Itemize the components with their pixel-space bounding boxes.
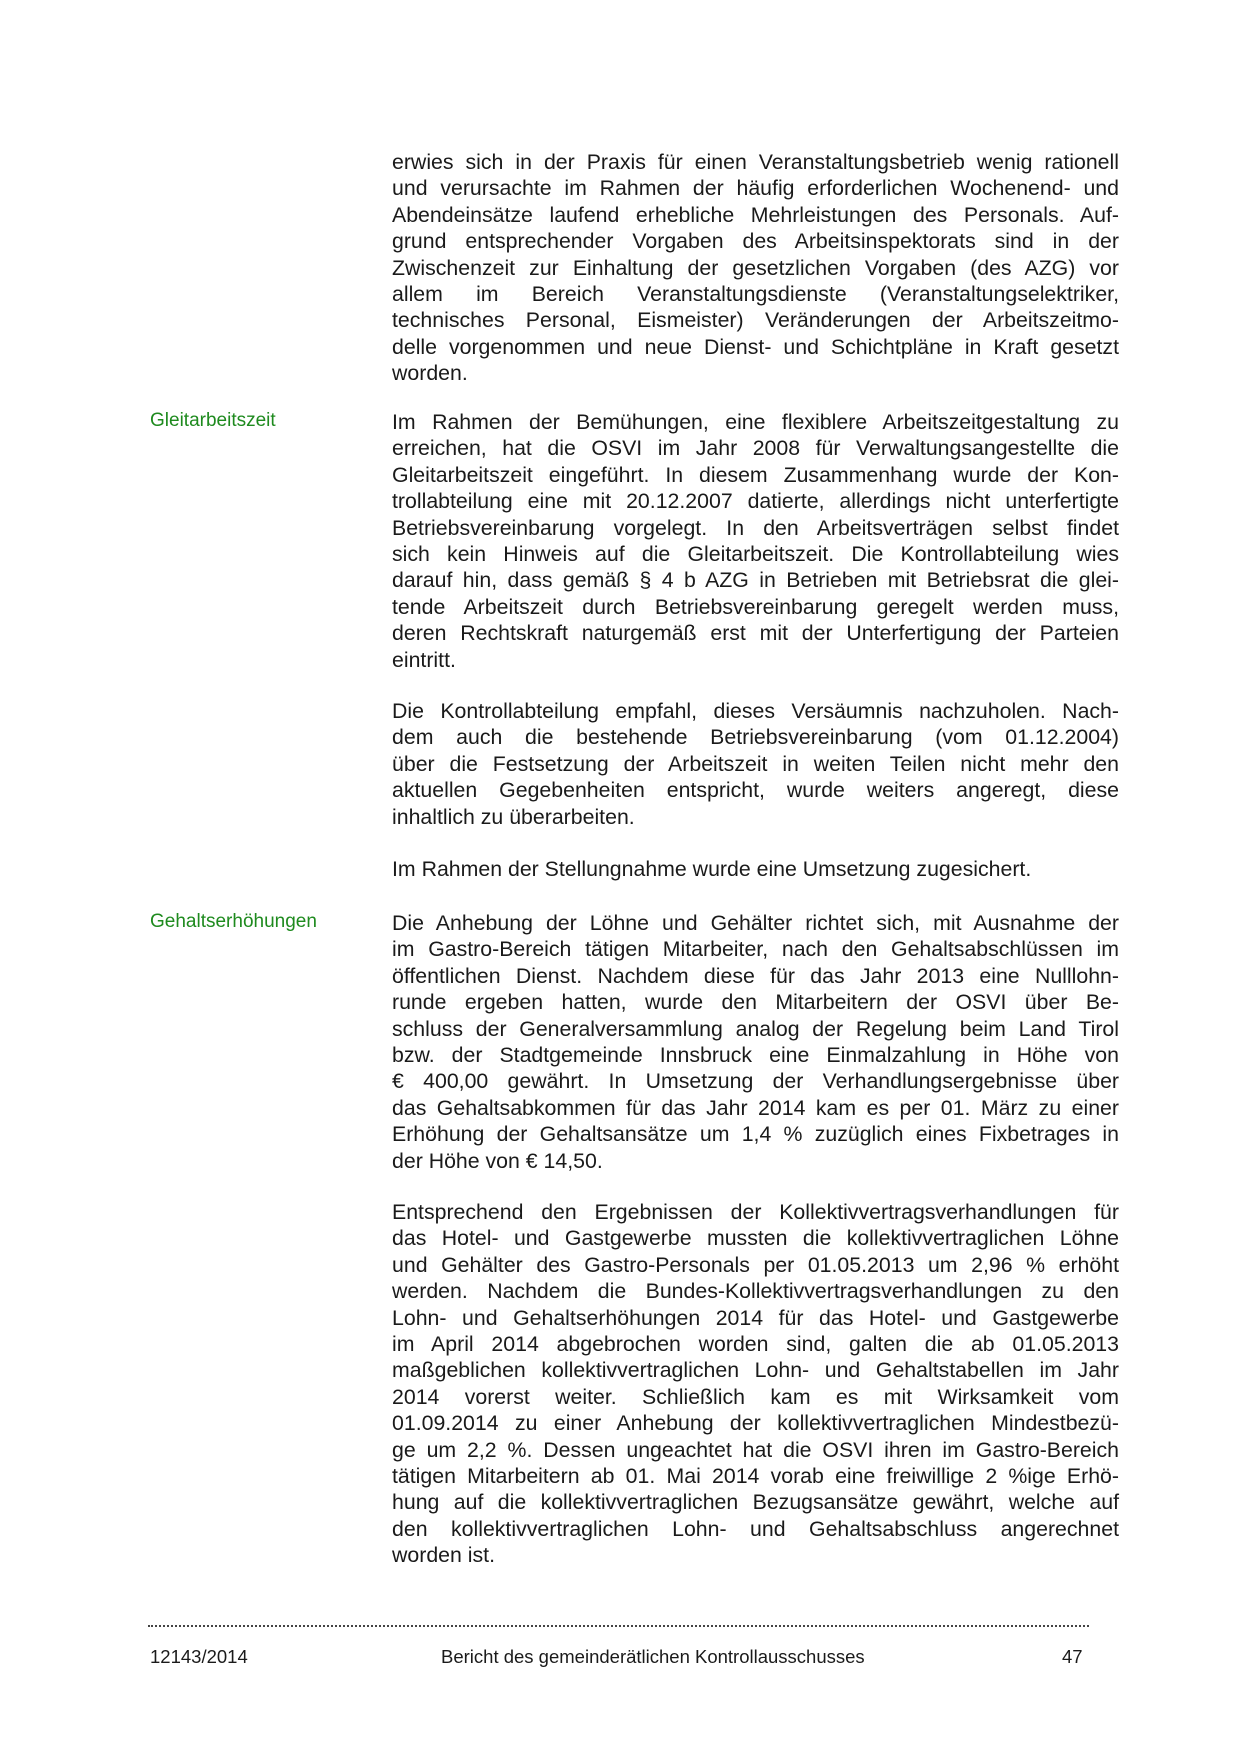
text-line: Zwischenzeit zur Einhaltung der gesetzlichen Vorgaben (des AZG) vor [392,255,1119,280]
text-line: bzw. der Stadtgemeinde Innsbruck eine Einmalzahlung in Höhe von [392,1042,1119,1067]
text-line: tende Arbeitszeit durch Betriebsvereinbarung geregelt werden muss, [392,594,1119,619]
text-line: trollabteilung eine mit 20.12.2007 datierte, allerdings nicht unterfertigte [392,489,1119,514]
text-line: 2014 vorerst weiter. Schließlich kam es mit Wirksamkeit vom [392,1384,1119,1409]
text-line: eintritt. [392,647,456,672]
text-line: aktuellen Gegebenheiten entspricht, wurde weiters angeregt, diese [392,778,1119,803]
text-line: und verursachte im Rahmen der häufig erforderlichen Wochenend- und [392,176,1119,201]
paragraph-3 [392,698,1119,830]
text-line: das Hotel- und Gastgewerbe mussten die kollektivvertraglichen Löhne [392,1226,1119,1251]
text-line: darauf hin, dass gemäß § 4 b AZG in Betrieben mit Betriebsrat die glei- [392,568,1119,593]
text-line: sich kein Hinweis auf die Gleitarbeitszeit. Die Kontrollabteilung wies [392,541,1119,566]
text-line: runde ergeben hatten, wurde den Mitarbeitern der OSVI über Be- [392,990,1119,1015]
footer-doc-number: 12143/2014 [150,1646,248,1667]
text-line: technisches Personal, Eismeister) Veränderungen der Arbeitszeitmo- [392,308,1119,333]
text-line: 01.09.2014 zu einer Anhebung der kollektivvertraglichen Mindestbezü- [392,1411,1119,1436]
text-line: hung auf die kollektivvertraglichen Bezugsansätze gewährt, welche auf [392,1490,1119,1515]
sidebar-label-gehaltserhoehungen: Gehaltserhöhungen [150,911,317,932]
text-line: Die Kontrollabteilung empfahl, dieses Versäumnis nachzuholen. Nach- [392,699,1119,723]
text-line: € 400,00 gewährt. In Umsetzung der Verhandlungsergebnisse über [392,1069,1119,1094]
text-line: Im Rahmen der Bemühungen, eine flexiblere Arbeitszeitgestaltung zu [392,410,1119,434]
text-line: ge um 2,2 %. Dessen ungeachtet hat die OSVI ihren im Gastro-Bereich [392,1437,1119,1462]
text-line: Abendeinsätze laufend erhebliche Mehrleistungen des Personals. Auf- [392,202,1119,227]
text-line: öffentlichen Dienst. Nachdem diese für das Jahr 2013 eine Nulllohn- [392,963,1119,988]
text-line: den kollektivvertraglichen Lohn- und Gehaltsabschluss angerechnet [392,1516,1119,1541]
paragraph-5 [392,910,1119,1174]
text-line: tätigen Mitarbeitern ab 01. Mai 2014 vorab eine freiwillige 2 %ige Erhö- [392,1463,1119,1488]
text-line: über die Festsetzung der Arbeitszeit in weiten Teilen nicht mehr den [392,751,1119,776]
footer-report-title: Bericht des gemeinderätlichen Kontrollausschusses [441,1646,865,1667]
text-line: worden ist. [392,1543,495,1568]
paragraph-2 [392,409,1119,673]
text-line: und Gehälter des Gastro-Personals per 01.05.2013 um 2,96 % erhöht [392,1252,1119,1277]
text-line: das Gehaltsabkommen für das Jahr 2014 kam es per 01. März zu einer [392,1095,1119,1120]
text-line: im Gastro-Bereich tätigen Mitarbeiter, nach den Gehaltsabschlüssen im [392,937,1119,962]
text-line: Erhöhung der Gehaltsansätze um 1,4 % zuzüglich eines Fixbetrages in [392,1122,1119,1147]
text-line: grund entsprechender Vorgaben des Arbeitsinspektorats sind in der [392,229,1119,254]
text-line: Betriebsvereinbarung vorgelegt. In den Arbeitsverträgen selbst findet [392,515,1119,540]
paragraph-4 [392,856,1119,882]
text-line: delle vorgenommen und neue Dienst- und Schichtpläne in Kraft gesetzt [392,334,1119,359]
text-line: Lohn- und Gehaltserhöhungen 2014 für das Hotel- und Gastgewerbe [392,1305,1119,1330]
text-line: werden. Nachdem die Bundes-Kollektivvertragsverhandlungen zu den [392,1279,1119,1304]
text-line: Entsprechend den Ergebnissen der Kollektivvertragsverhandlungen für [392,1200,1119,1224]
sidebar-label-gleitarbeitszeit: Gleitarbeitszeit [150,410,276,431]
text-line: erwies sich in der Praxis für einen Veranstaltungsbetrieb wenig rationell [392,150,1119,174]
text-line: der Höhe von € 14,50. [392,1148,603,1173]
text-line: deren Rechtskraft naturgemäß erst mit der Unterfertigung der Parteien [392,621,1119,646]
paragraph-6 [392,1199,1119,1568]
footer-divider [148,1625,1089,1627]
text-line: Gleitarbeitszeit eingeführt. In diesem Zusammenhang wurde der Kon- [392,462,1119,487]
text-line: schluss der Generalversammlung analog der Regelung beim Land Tirol [392,1016,1119,1041]
footer-page-number: 47 [1062,1646,1083,1667]
text-line: dem auch die bestehende Betriebsvereinbarung (vom 01.12.2004) [392,725,1119,750]
text-line: worden. [392,361,468,386]
text-line: erreichen, hat die OSVI im Jahr 2008 für Verwaltungsangestellte die [392,436,1119,461]
text-line: im April 2014 abgebrochen worden sind, galten die ab 01.05.2013 [392,1331,1119,1356]
text-line: Im Rahmen der Stellungnahme wurde eine Umsetzung zugesichert. [392,857,1032,881]
paragraph-1 [392,149,1119,387]
text-line: maßgeblichen kollektivvertraglichen Lohn- und Gehaltstabellen im Jahr [392,1358,1119,1383]
text-line: inhaltlich zu überarbeiten. [392,804,635,829]
text-line: allem im Bereich Veranstaltungsdienste (Veranstaltungselektriker, [392,281,1119,306]
text-line: Die Anhebung der Löhne und Gehälter richtet sich, mit Ausnahme der [392,911,1119,935]
